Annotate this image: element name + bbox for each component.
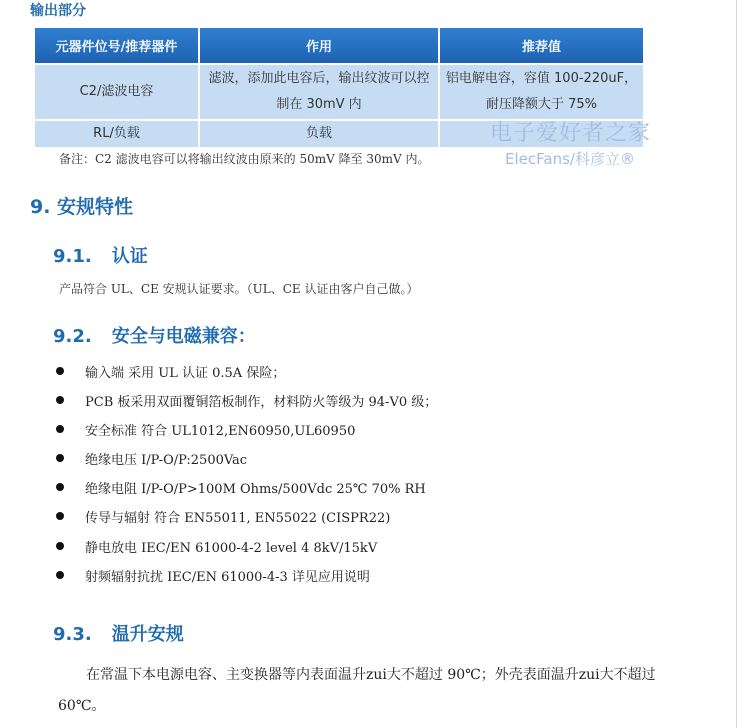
section-heading-text: 温升安规 — [111, 624, 184, 645]
section-label: 输出部分 — [30, 3, 86, 19]
list-item-text: 绝缘电阻 I/P-O/P>100M Ohms/500Vdc 25℃ 70% RH — [85, 482, 426, 498]
section-number: 9.1. — [53, 246, 92, 267]
bullet-icon — [56, 454, 64, 462]
bullet-icon — [56, 571, 64, 579]
list-item-text: 绝缘电压 I/P-O/P:2500Vac — [85, 453, 248, 469]
section-9-1-heading — [53, 242, 148, 268]
certification-text: 产品符合 UL、CE 安规认证要求。（UL、CE 认证由客户自己做。） — [59, 282, 419, 296]
bullet-icon — [56, 512, 64, 520]
list-item-text: 输入端 采用 UL 认证 0.5A 保险； — [85, 366, 286, 381]
section-9-2-heading — [53, 322, 256, 348]
bullet-icon — [56, 542, 64, 550]
list-item-text: 射频辐射抗扰 IEC/EN 61000-4-3 详见应用说明 — [85, 569, 370, 585]
watermark-en: ElecFans/科彦立® — [505, 150, 635, 168]
cell-role: 滤波，添加此电容后，输出纹波可以控制在 30mV 内 — [200, 63, 438, 119]
table-header-row — [35, 28, 643, 63]
safety-list — [56, 362, 437, 595]
section-number: 9.2. — [53, 326, 92, 347]
table-note: 备注：C2 滤波电容可以将输出纹波由原来的 50mV 降至 30mV 内。 — [59, 152, 430, 166]
section-heading-text: 认证 — [111, 246, 148, 267]
list-item — [56, 449, 437, 478]
header-value: 推荐值 — [440, 28, 643, 63]
cell-part: C2/滤波电容 — [35, 63, 198, 119]
list-item-text: 安全标准 符合 UL1012,EN60950,UL60950 — [85, 424, 356, 440]
page-edge-rule — [736, 0, 737, 728]
list-item — [56, 507, 437, 536]
cell-part: RL/负载 — [35, 119, 198, 147]
section-number: 9.3. — [53, 624, 92, 645]
list-item-text: PCB 板采用双面覆铜箔板制作，材料防火等级为 94-V0 级； — [85, 395, 438, 411]
list-item — [56, 420, 437, 449]
bullet-icon — [56, 483, 64, 491]
section-9-title: 9. 安规特性 — [30, 196, 134, 218]
section-9-3-heading — [53, 620, 184, 646]
section-heading-text: 安全与电磁兼容： — [111, 326, 256, 347]
header-part: 元器件位号/推荐器件 — [35, 28, 198, 63]
list-item — [56, 362, 437, 391]
bullet-icon — [56, 367, 64, 375]
list-item-text: 静电放电 IEC/EN 61000-4-2 level 4 8kV/15kV — [85, 540, 378, 556]
cell-value: 铝电解电容，容值 100-220uF，耐压降额大于 75% — [440, 63, 643, 119]
list-item — [56, 566, 437, 595]
list-item — [56, 391, 437, 420]
list-item — [56, 537, 437, 566]
header-role: 作用 — [200, 28, 438, 63]
cell-role: 负载 — [200, 119, 438, 147]
temperature-rise-text: 在常温下本电源电容、主变换器等内表面温升zui大不超过 90℃；外壳表面温升zui大不超过 60℃。 — [58, 667, 656, 714]
bullet-icon — [56, 396, 64, 404]
bullet-icon — [56, 425, 64, 433]
list-item-text: 传导与辐射 符合 EN55011, EN55022 (CISPR22) — [85, 511, 391, 527]
watermark-cn: 电子爱好者之家 — [490, 121, 652, 146]
list-item — [56, 478, 437, 507]
table-row — [35, 63, 643, 119]
